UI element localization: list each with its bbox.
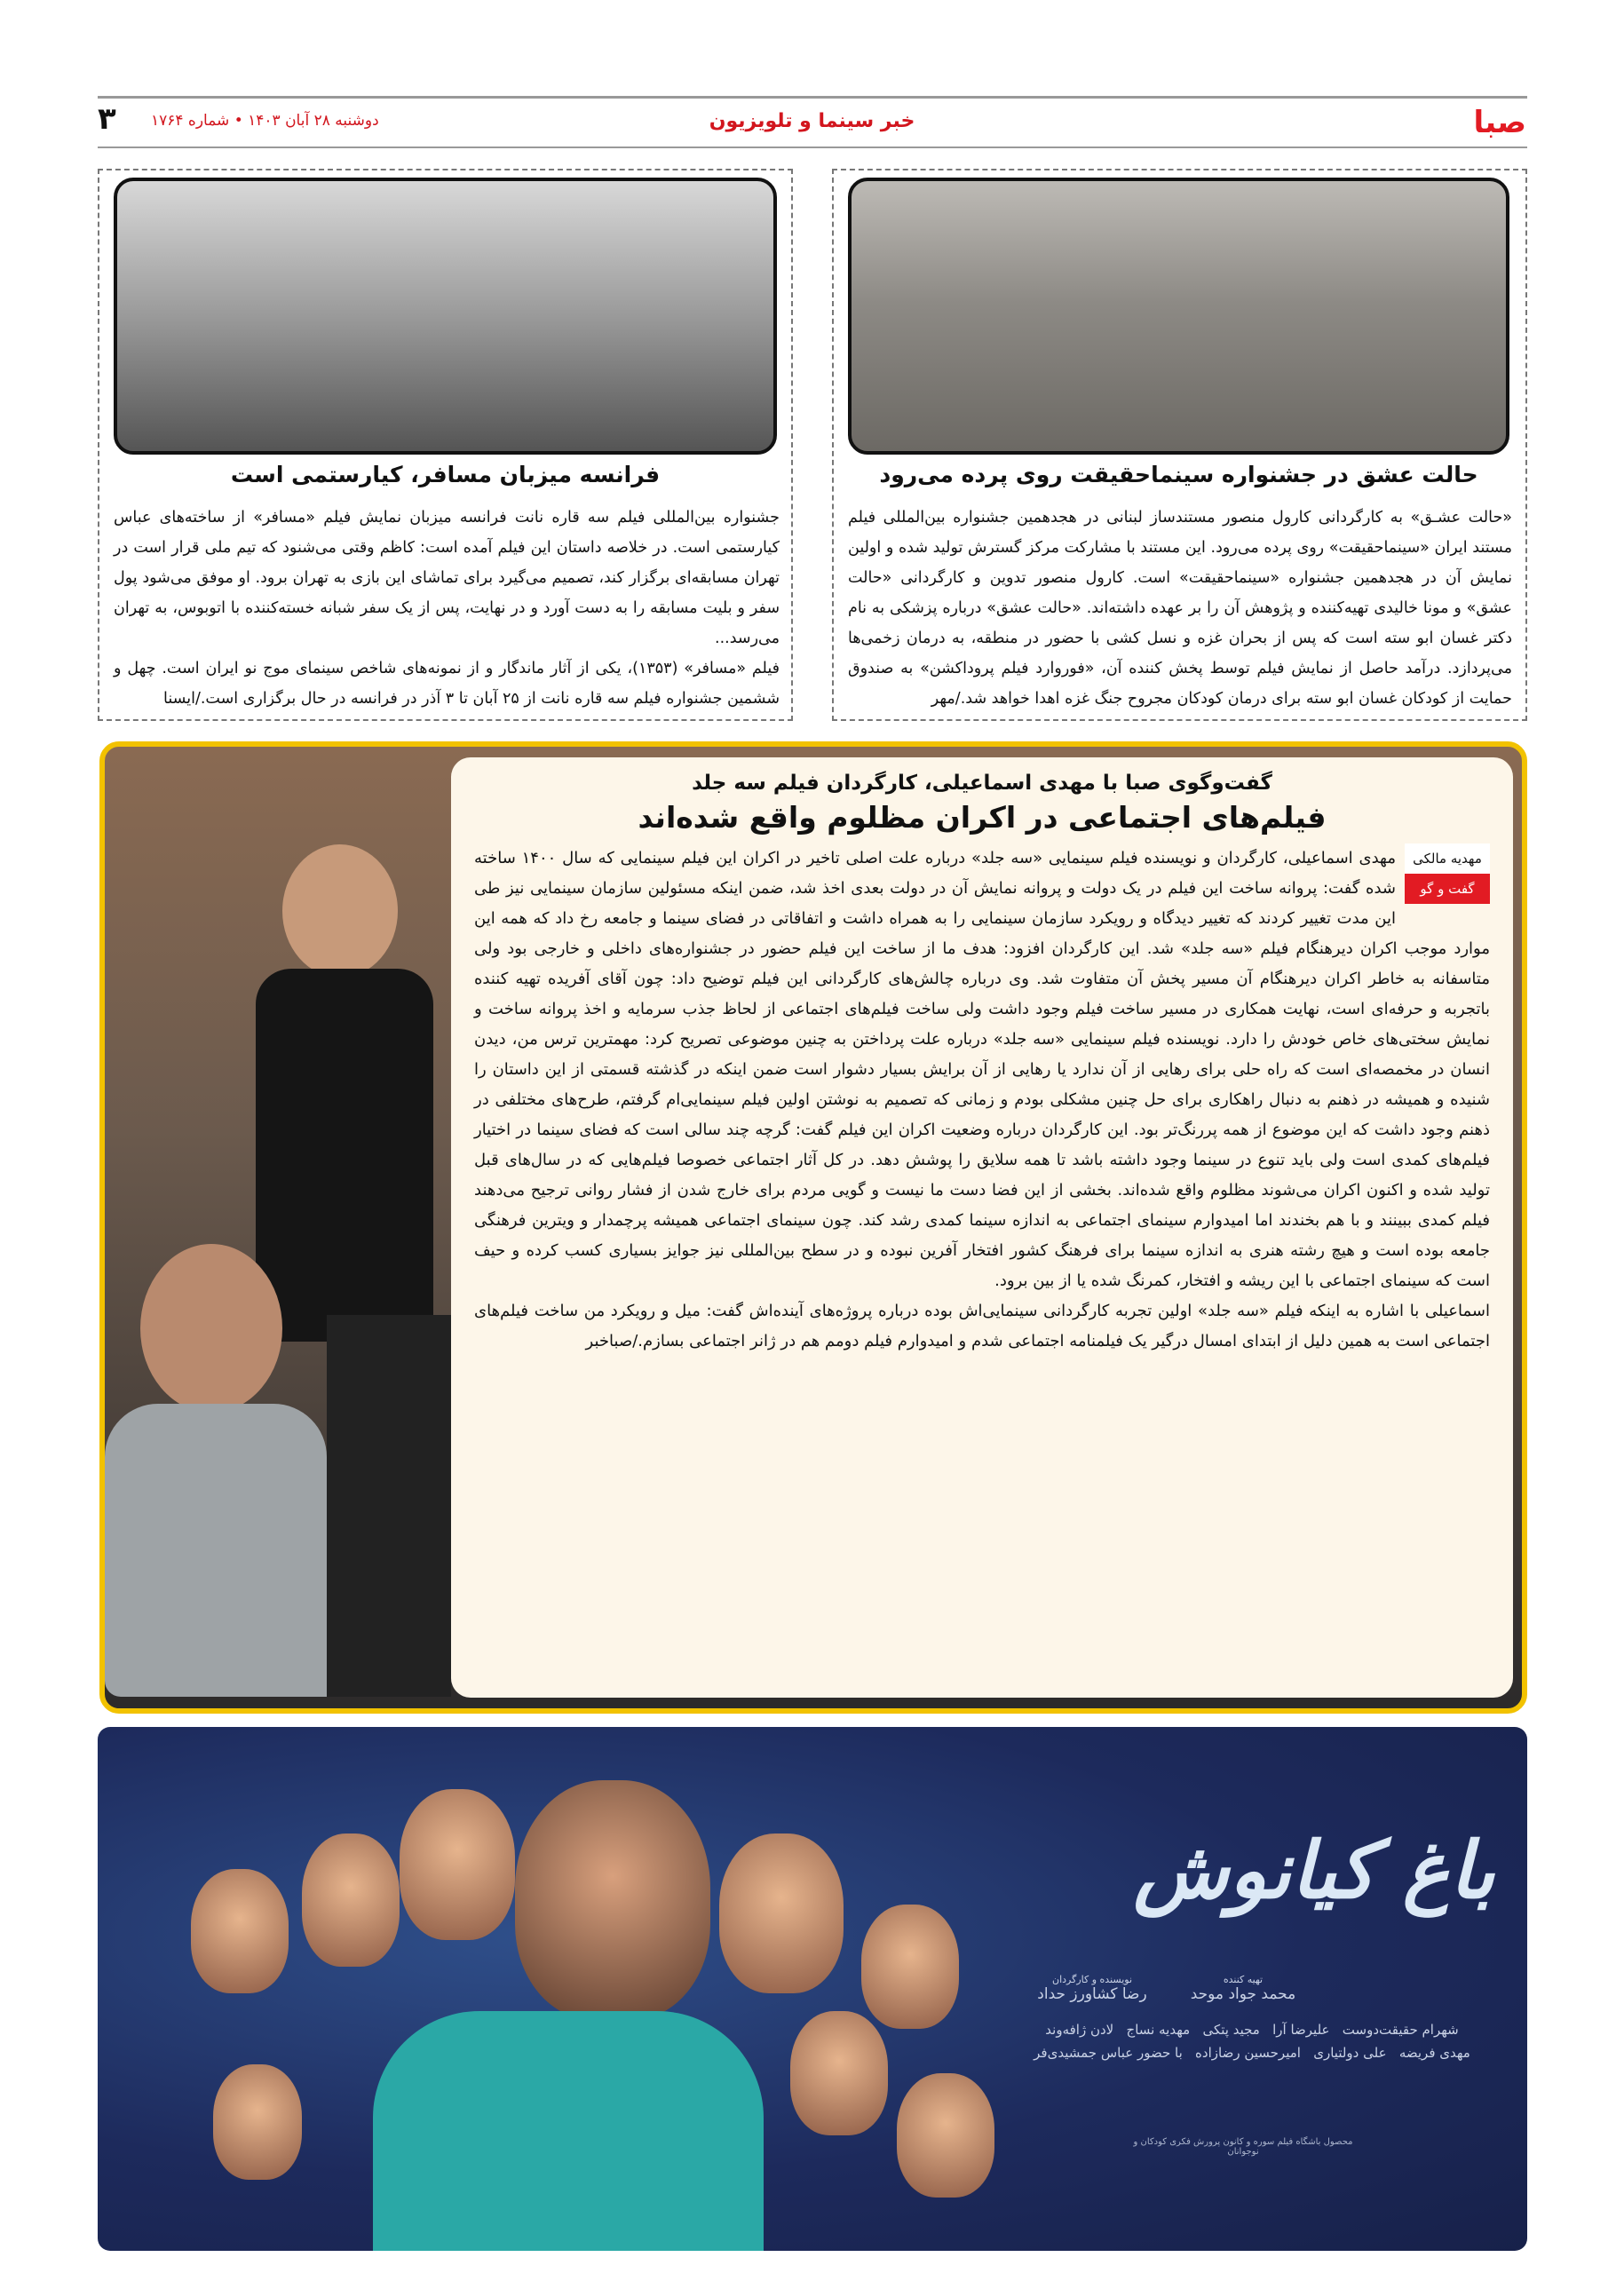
director-name: رضا کشاورز حداد [1037, 1985, 1147, 2003]
byline-box [1405, 843, 1490, 904]
poster-producer-credit [1163, 1974, 1323, 2003]
interview-body: مهدی اسماعیلی، کارگردان و نویسنده فیلم سینمایی «سه جلد» درباره علت اصلی تاخیر در اکران این فیلم سینمایی که سال ۱۴۰۰ ساخته شده گفت: پروانه ساخت این فیلم در یک دولت و پروانه نمایش آن در دولت بعدی اخذ شد، ضمن اینکه مسئولین سازمان سینمایی نیز طی این مدت تغییر کردند که تغییر دیدگاه و رویکرد سازمان سینمایی را به همراه داشت و اتفاقاتی در فضای سینما و جامعه رخ داد که همه این موارد موجب اکران دیرهنگام فیلم «سه جلد» شد. این کارگردان افزود: هدف ما از ساخت این فیلم حضور در جشنواره‌های داخلی و خارجی بود ولی متاسفانه به خاطر اکران دیرهنگام آن مسیر پخش آن متفاوت شد. وی درباره چالش‌های کارگردانی این فیلم توضیح داد: چون آقای آفریده تهیه کننده باتجربه و حرفه‌ای است، نهایت همکاری در مسیر ساخت فیلم وجود داشت ولی ساخت فیلم‌های اجتماعی از لحاظ جذب سرمایه و اخذ پروانه ساخت و نمایش سختی‌های خاص خودش را دارد. نویسنده فیلم سینمایی «سه جلد» درباره علت پرداختن به چنین موضوعی تصریح کرد: مهمترین ترس من، دیدن انسان در مخمصه‌ای است که راه حلی برای رهایی از آن ندارد یا رهایی از آن برایش بسیار دشوار است ضمن اینکه در گذشته قسمتی از این داستان را شنیده و همیشه در ذهنم به دنبال راهکاری برای حل چنین مشکلی بودم و زمانی که تصمیم به نوشتن اولین فیلم سینمایی‌ام گرفتم، طرح‌های مختلفی در ذهنم وجود داشت که این موضوع از همه پررنگ‌تر بود. این کارگردان درباره وضعیت اکران این فیلم گفت: گرچه چند سالی است که فضای سینما در اختیار فیلم‌های کمدی است ولی باید تنوع در سینما وجود داشته باشد تا همه سلایق را پوشش دهد. در کل آثار اجتماعی خصوصا فیلم‌هایی که در سال‌های قبل تولید شده و اکنون اکران می‌شوند مظلوم واقع شده‌اند. بخشی از این فضا دست ما نیست و گویی مردم برای خارج شدن از فشار روانی ترجیح می‌دهند فیلم کمدی ببینند و با هم بخندند اما امیدوارم سینمای اجتماعی به اندازه سینما کمدی رشد کند. چون سینمای اجتماعی همیشه پرچمدار و ویترین فرهنگی جامعه بوده است و هیچ رشته هنری به اندازه سینما برای فرهنگ کشور افتخار آفرین نبوده و در سطح بین‌المللی نیز جوایز بسیاری کسب کرده و حیف است که سینمای اجتماعی با این ریشه و افتخار، کمرنگ شده یا از بین برود. [474, 849, 1490, 1290]
poster-character [191, 1869, 289, 1993]
poster-director-credit [1012, 1974, 1172, 2003]
person-photo [105, 1404, 327, 1697]
poster-title: باغ کیانوش [1133, 1825, 1495, 1916]
poster-character-body [373, 2011, 764, 2251]
article-headline: فرانسه میزبان مسافر، کیارستمی است [230, 462, 661, 487]
person-photo [256, 969, 433, 1342]
producer-label: تهیه کننده [1223, 1974, 1264, 1985]
producer-name: محمد جواد موحد [1190, 1985, 1296, 2003]
article-photo-kiarostami [114, 178, 777, 455]
dateline: دوشنبه ۲۸ آبان ۱۴۰۳ • شماره ۱۷۶۴ [151, 112, 379, 130]
poster-character [719, 1833, 844, 1993]
poster-character [861, 1905, 959, 2029]
page-number: ۳ [98, 101, 116, 137]
interview-text-panel [451, 757, 1513, 1698]
person-photo [282, 844, 398, 978]
header-bottom-rule [98, 147, 1527, 148]
poster-character [302, 1833, 400, 1967]
poster-character [515, 1780, 710, 2020]
poster-character [897, 2073, 994, 2198]
article-body-continued: فیلم «مسافر» (۱۳۵۳)، یکی از آثار ماندگار و از نمونه‌های شاخص سینمای موج نو ایران است. چهل و ششمین جشنواره فیلم سه قاره نانت از ۲۵ آبان تا ۳ آذر در فرانسه در حال برگزاری است./ایسنا [114, 660, 780, 708]
article-body: «حالت عشـق» به کارگردانی کارول منصور مستندساز لبنانی در هجدهمین جشنواره بین‌المللی فیلم مستند ایران «سینماحقیقت» روی پرده می‌رود. این مستند با مشارکت مرکز گسترش تولید شده و اولین نمایش آن در هجدهمین جشنواره «سینماحقیقت» است. کارول منصور تدوین و کارگردانی «حالت عشق» و مونا خالیدی تهیه‌کننده و پژوهش آن را بر عهده داشته‌اند. «حالت عشق» درباره پزشکی به نام دکتر غسان ابو سته است که پس از بحران غزه و نسل کشی با حضور در منطقه، به درمان زخمی‌ها می‌پردازد. درآمد حاصل از نمایش فیلم توسط پخش کننده آن، «فوروارد فیلم پروداکشن» به صندوق حمایت از کودکان غسان ابو سته برای درمان کودکان مجروح جنگ غزه اهدا خواهد شد./مهر [848, 509, 1512, 708]
poster-character [213, 2064, 302, 2180]
interview-kicker: گفت‌وگوی صبا با مهدی اسماعیلی، کارگردان فیلم سه جلد [692, 772, 1272, 795]
poster-production-credit: محصول باشگاه فیلم سوره و کانون پرورش فکری کودکان و نوجوانان [1133, 2137, 1353, 2157]
article-body: جشنواره بین‌المللی فیلم سه قاره نانت فرانسه میزبان نمایش فیلم «مسافر» از ساخته‌های عباس کیارستمی است. در خلاصه داستان این فیلم آمده است: کاظم وقتی می‌شنود که تیم ملی قرار است در تهران مسابقه‌ای برگزار کند، تصمیم می‌گیرد برای تماشای این بازی به تهران برود. او موفق می‌شود پول سفر و بلیت مسابقه را به دست آورد و در نهایت، پس از یک سفر شبانه خسته‌کننده با اتوبوس، به تهران می‌رسد... [114, 509, 780, 647]
article-headline: حالت عشق در جشنواره سینماحقیقت روی پرده می‌رود [879, 462, 1478, 487]
poster-cast-row: مهدی فریضه علی دولتیاری امیرحسین رضازاده با حضور عباس جمشیدی‌فر [1034, 2045, 1470, 2061]
category-tag: گفت و گو [1405, 874, 1490, 904]
article-photo-rubble [848, 178, 1509, 455]
person-photo [140, 1244, 282, 1413]
poster-cast-row: شهرام حقیقت‌دوست علیرضا آرا مجید پتکی مهدیه نساج لادن ژافه‌وند [1045, 2022, 1459, 2038]
poster-character [400, 1789, 515, 1940]
interview-feature [99, 741, 1527, 1714]
interview-body: اسماعیلی با اشاره به اینکه فیلم «سه جلد» اولین تجربه کارگردانی سینمایی‌اش بوده درباره پروژه‌های آینده‌اش گفت: میل و رویکرد من ساخت فیلم‌های اجتماعی است به همین دلیل از ابتدای امسال درگیر یک فیلمنامه اجتماعی شدم و امیدوارم فیلم دومم هم در ژانر اجتماعی بسازم./صباخبر [474, 1302, 1490, 1350]
header-top-rule [98, 96, 1527, 99]
film-poster [98, 1727, 1527, 2251]
poster-character [790, 2011, 888, 2135]
author-name: مهدیه مالکی [1405, 843, 1490, 874]
camera-equipment [327, 1315, 451, 1697]
interview-headline: فیلم‌های اجتماعی در اکران مظلوم واقع شده‌اند [638, 800, 1327, 835]
director-label: نویسنده و کارگردان [1051, 1974, 1133, 1985]
newspaper-logo: صبا [1473, 105, 1526, 140]
interview-photo-film-set [105, 747, 451, 1706]
section-title: خبر سینما و تلویزیون [709, 110, 915, 132]
